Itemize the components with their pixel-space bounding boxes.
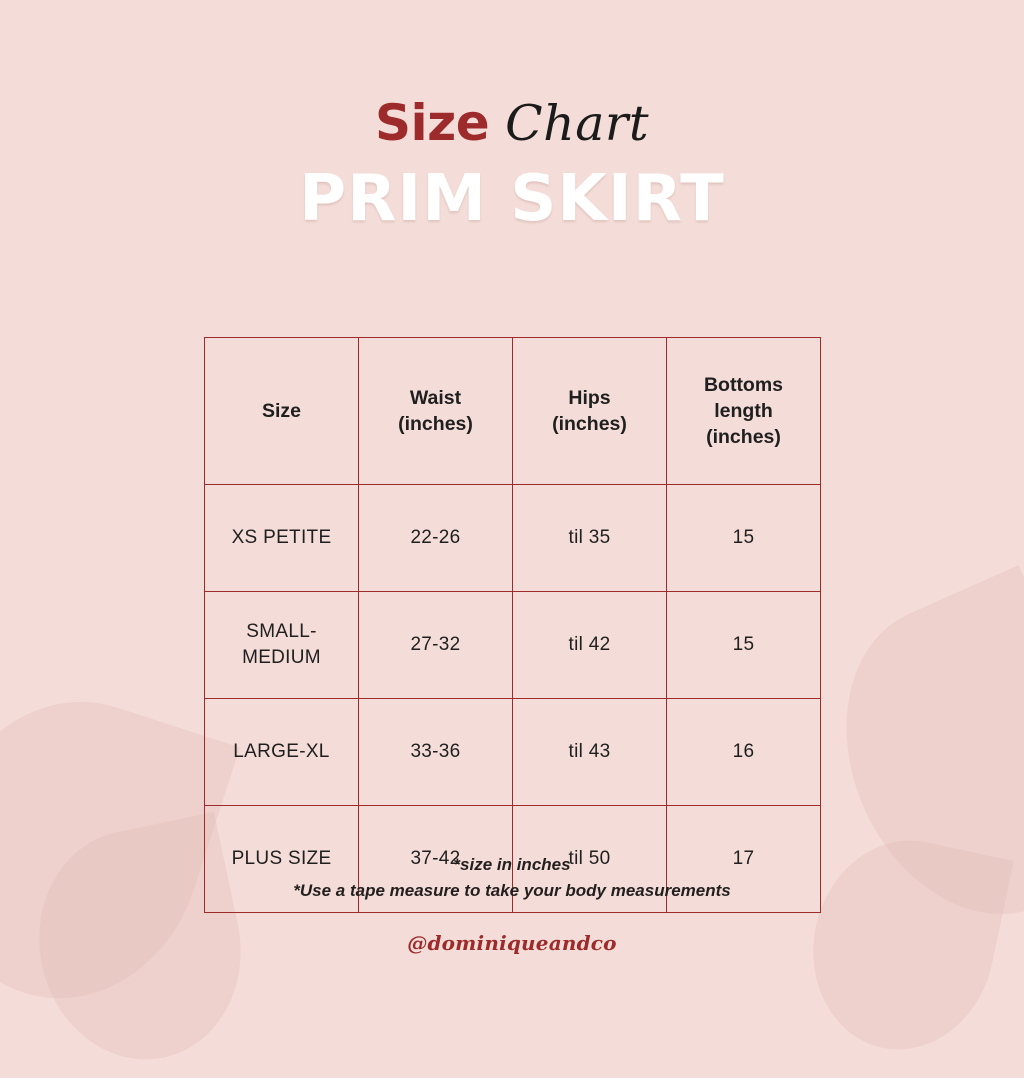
- column-header-line: Waist: [409, 386, 462, 409]
- column-header-size: [205, 338, 359, 485]
- column-header-line: (inches): [706, 426, 781, 449]
- cell-size: PLUS SIZE: [205, 806, 359, 913]
- footnote-measure-instruction: *Use a tape measure to take your body measurements: [293, 881, 731, 901]
- table-row: [205, 485, 821, 592]
- cell-hips: til 50: [513, 806, 667, 913]
- column-header-line: (inches): [398, 413, 473, 435]
- title-accent: Size: [374, 94, 490, 152]
- size-chart-table: [204, 337, 821, 913]
- cell-length: 15: [667, 485, 821, 592]
- column-header-waist: [359, 338, 513, 485]
- size-table-wrapper: [204, 337, 820, 913]
- cell-waist: 33-36: [359, 699, 513, 806]
- cell-hips: til 35: [513, 485, 667, 592]
- cell-size: SMALL-MEDIUM: [205, 592, 359, 699]
- footnotes: [0, 852, 1024, 955]
- title-row: [0, 94, 1024, 152]
- cell-length: 15: [667, 592, 821, 699]
- column-header-line: Hips: [568, 386, 611, 409]
- cell-size: LARGE-XL: [205, 699, 359, 806]
- table-row: [205, 699, 821, 806]
- cell-hips: til 43: [513, 699, 667, 806]
- column-header-line: length: [714, 399, 773, 422]
- footnote-size-unit: *size in inches: [453, 855, 571, 874]
- header: [0, 0, 1024, 236]
- column-header-line: Bottoms: [703, 373, 784, 396]
- table-body: [205, 485, 821, 913]
- brand-handle: @dominiqueandco: [407, 930, 617, 955]
- cell-length: 16: [667, 699, 821, 806]
- page-title: PRIM SKIRT: [299, 162, 725, 236]
- column-header-bottoms-length: [667, 338, 821, 485]
- cell-waist: 37-42: [359, 806, 513, 913]
- column-header-line: (inches): [552, 413, 627, 435]
- table-header-row: [205, 338, 821, 485]
- column-header-line: Size: [261, 399, 302, 422]
- cell-hips: til 42: [513, 592, 667, 699]
- title-script: Chart: [505, 95, 650, 152]
- column-header-hips: [513, 338, 667, 485]
- cell-waist: 27-32: [359, 592, 513, 699]
- cell-waist: 22-26: [359, 485, 513, 592]
- table-row: [205, 592, 821, 699]
- cell-length: 17: [667, 806, 821, 913]
- cell-size: XS PETITE: [205, 485, 359, 592]
- table-header: [205, 338, 821, 485]
